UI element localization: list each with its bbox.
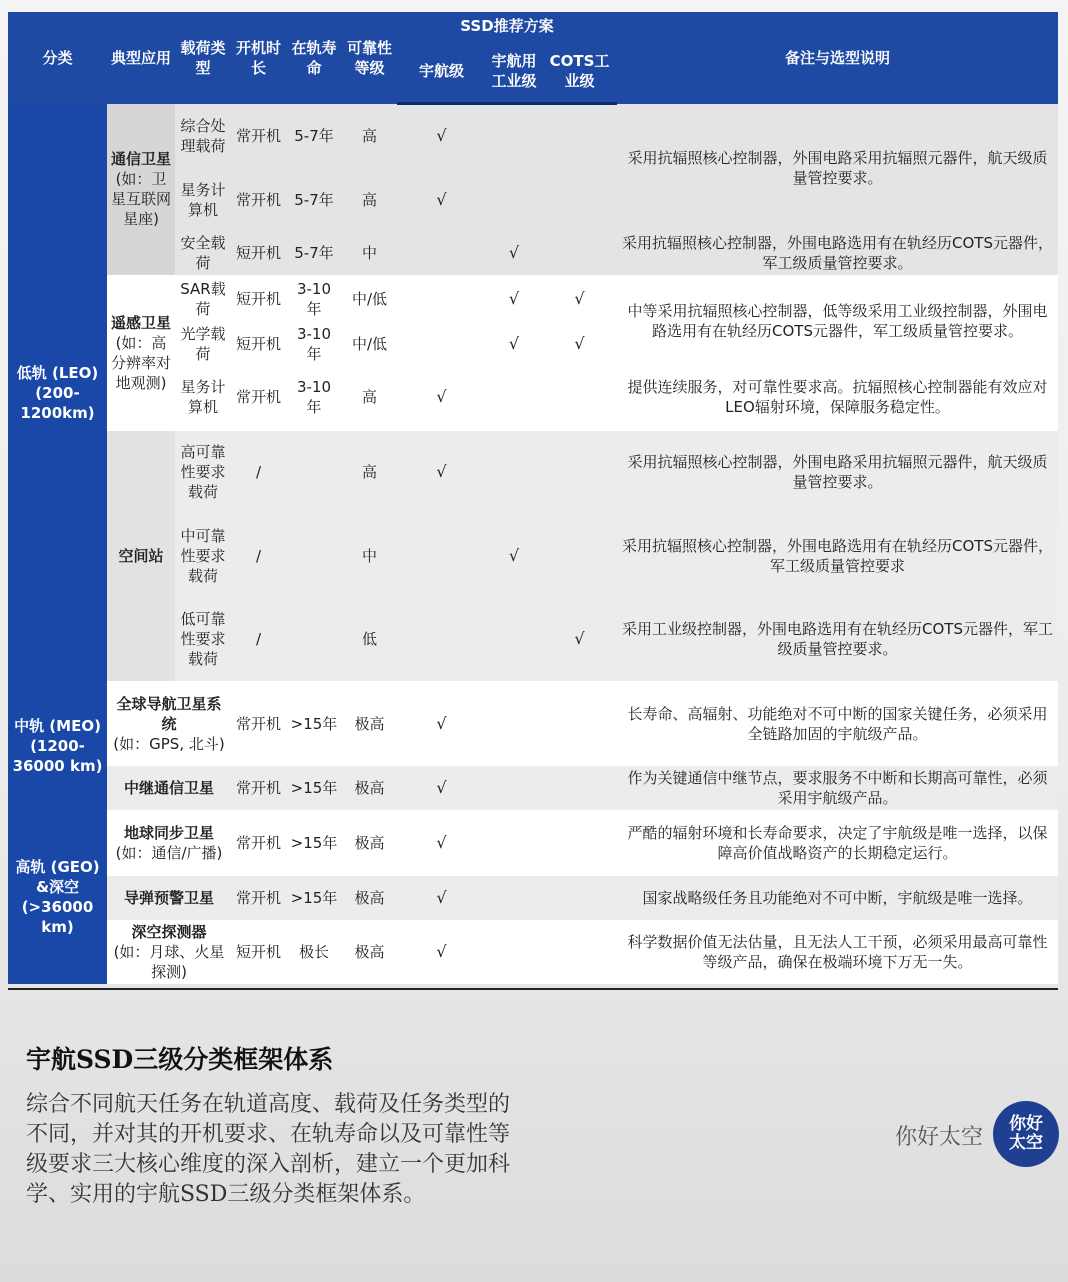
table-bottom-rule [8, 988, 1058, 990]
brand-logo [993, 1101, 1059, 1167]
power-cell: / [231, 598, 286, 682]
reliability-cell: 中 [342, 232, 397, 276]
app-early-warning-satellite [107, 876, 231, 920]
header-ssd-group: SSD推荐方案 [397, 12, 617, 40]
note-cell: 采用抗辐照核心控制器，外围电路采用抗辐照元器件，航天级质量管控要求。 [617, 104, 1058, 232]
life-cell: 3-10年 [286, 366, 342, 430]
space-grade-check: √ [397, 104, 486, 168]
life-cell [286, 598, 342, 682]
power-cell: 短开机 [231, 920, 286, 984]
space-grade-check: √ [397, 366, 486, 430]
category-meo: 中轨 (MEO) (1200-36000 km) [8, 682, 107, 810]
app-name: 地球同步卫星 [123, 823, 214, 842]
industrial-cell [486, 766, 542, 810]
cots-cell [542, 514, 617, 598]
app-name: 遥感卫星 [111, 313, 172, 332]
power-cell: 常开机 [231, 876, 286, 920]
industrial-check: √ [486, 276, 542, 322]
cots-check: √ [542, 598, 617, 682]
industrial-check: √ [486, 232, 542, 276]
note-cell: 中等采用抗辐照核心控制器，低等级采用工业级控制器，外围电路选用有在轨经历COTS元器件，军工级质量管控要求。 [617, 276, 1058, 366]
app-example: (如：通信/广播) [115, 843, 223, 862]
reliability-cell: 极高 [342, 682, 397, 766]
reliability-cell: 极高 [342, 810, 397, 876]
table-row [8, 766, 1058, 810]
space-grade-cell [397, 276, 486, 322]
power-cell: / [231, 514, 286, 598]
power-cell: 常开机 [231, 104, 286, 168]
header-power: 开机时长 [231, 12, 286, 104]
life-cell [286, 430, 342, 514]
life-cell [286, 514, 342, 598]
life-cell: 5-7年 [286, 232, 342, 276]
life-cell: 极长 [286, 920, 342, 984]
app-name: 全球导航卫星系统 [116, 695, 222, 733]
table-row [8, 430, 1058, 514]
table-row [8, 810, 1058, 876]
space-grade-check: √ [397, 766, 486, 810]
brand-logo-line1: 你好 [1009, 1114, 1043, 1134]
note-cell: 科学数据价值无法估量，且无法人工干预，必须采用最高可靠性等级产品，确保在极端环境下万无一失。 [617, 920, 1058, 984]
header-cots: COTS工业级 [542, 40, 617, 104]
cots-cell [542, 876, 617, 920]
payload-cell: 星务计算机 [175, 168, 231, 232]
table-row [8, 920, 1058, 984]
note-cell: 采用工业级控制器，外围电路选用有在轨经历COTS元器件，军工级质量管控要求。 [617, 598, 1058, 682]
section-title: 宇航SSD三级分类框架体系 [26, 1045, 334, 1074]
app-geo-satellite [107, 810, 231, 876]
reliability-cell: 极高 [342, 920, 397, 984]
app-example: (如：卫星互联网星座) [111, 170, 172, 228]
note-cell: 长寿命、高辐射、功能绝对不可中断的国家关键任务，必须采用全链路加固的宇航级产品。 [617, 682, 1058, 766]
brand-name: 你好太空 [895, 1125, 984, 1150]
note-cell: 严酷的辐射环境和长寿命要求，决定了宇航级是唯一选择，以保障高价值战略资产的长期稳定运行。 [617, 810, 1058, 876]
payload-cell: 高可靠性要求载荷 [175, 430, 231, 514]
cots-cell [542, 766, 617, 810]
brand-logo-line2: 太空 [1009, 1133, 1043, 1153]
industrial-check: √ [486, 514, 542, 598]
app-remote-sensing-satellite [107, 276, 175, 430]
app-relay-satellite [107, 766, 231, 810]
life-cell: >15年 [286, 876, 342, 920]
reliability-cell: 高 [342, 168, 397, 232]
industrial-check: √ [486, 322, 542, 366]
cots-cell [542, 232, 617, 276]
header-industrial: 宇航用工业级 [486, 40, 542, 104]
app-example: (如：GPS, 北斗) [113, 735, 225, 753]
table-row [8, 876, 1058, 920]
payload-cell: 安全载荷 [175, 232, 231, 276]
cots-cell [542, 366, 617, 430]
power-cell: 常开机 [231, 766, 286, 810]
app-example: (如：高分辨率对地观测) [111, 333, 172, 392]
life-cell: 5-7年 [286, 104, 342, 168]
industrial-cell [486, 682, 542, 766]
table-row [8, 104, 1058, 168]
industrial-cell [486, 430, 542, 514]
payload-cell: 星务计算机 [175, 366, 231, 430]
space-grade-check: √ [397, 682, 486, 766]
note-cell: 采用抗辐照核心控制器，外围电路选用有在轨经历COTS元器件，军工级质量管控要求。 [617, 232, 1058, 276]
cots-cell [542, 920, 617, 984]
space-grade-check: √ [397, 920, 486, 984]
space-grade-cell [397, 598, 486, 682]
power-cell: 常开机 [231, 810, 286, 876]
classification-table-wrapper [8, 12, 1058, 988]
reliability-cell: 高 [342, 366, 397, 430]
reliability-cell: 中/低 [342, 276, 397, 322]
industrial-cell [486, 366, 542, 430]
reliability-cell: 中/低 [342, 322, 397, 366]
app-space-station [107, 430, 175, 682]
power-cell: 常开机 [231, 168, 286, 232]
header-life: 在轨寿命 [286, 12, 342, 104]
life-cell: >15年 [286, 766, 342, 810]
note-cell: 采用抗辐照核心控制器，外围电路采用抗辐照元器件，航天级质量管控要求。 [617, 430, 1058, 514]
table-row [8, 276, 1058, 322]
industrial-cell [486, 876, 542, 920]
note-cell: 作为关键通信中继节点，要求服务不中断和长期高可靠性，必须采用宇航级产品。 [617, 766, 1058, 810]
cots-check: √ [542, 276, 617, 322]
note-cell: 国家战略级任务且功能绝对不可中断，宇航级是唯一选择。 [617, 876, 1058, 920]
space-grade-check: √ [397, 876, 486, 920]
industrial-cell [486, 598, 542, 682]
payload-cell: 光学载荷 [175, 322, 231, 366]
cots-cell [542, 682, 617, 766]
header-payload: 载荷类型 [175, 12, 231, 104]
power-cell: 短开机 [231, 322, 286, 366]
industrial-cell [486, 810, 542, 876]
payload-cell: SAR载荷 [175, 276, 231, 322]
note-cell: 采用抗辐照核心控制器，外围电路选用有在轨经历COTS元器件，军工级质量管控要求 [617, 514, 1058, 598]
power-cell: 常开机 [231, 682, 286, 766]
payload-cell: 中可靠性要求载荷 [175, 514, 231, 598]
cots-cell [542, 104, 617, 168]
app-name: 空间站 [118, 546, 164, 565]
app-name: 深空探测器 [131, 922, 207, 941]
header-notes: 备注与选型说明 [617, 12, 1058, 104]
section-body: 综合不同航天任务在轨道高度、载荷及任务类型的不同，并对其的开机要求、在轨寿命以及可靠性等级要求三大核心维度的深入剖析，建立一个更加科学、实用的宇航SSD三级分类框架体系。 [26, 1092, 511, 1207]
payload-cell: 低可靠性要求载荷 [175, 598, 231, 682]
power-cell: 短开机 [231, 232, 286, 276]
reliability-cell: 高 [342, 104, 397, 168]
power-cell: 常开机 [231, 366, 286, 430]
industrial-cell [486, 168, 542, 232]
industrial-cell [486, 920, 542, 984]
cots-check: √ [542, 322, 617, 366]
life-cell: 3-10年 [286, 276, 342, 322]
life-cell: >15年 [286, 810, 342, 876]
app-deep-space-probe [107, 920, 231, 984]
power-cell: / [231, 430, 286, 514]
ssd-classification-table [8, 12, 1058, 984]
space-grade-cell [397, 514, 486, 598]
header-reliability: 可靠性等级 [342, 12, 397, 104]
app-communication-satellite [107, 104, 175, 276]
space-grade-check: √ [397, 168, 486, 232]
space-grade-cell [397, 322, 486, 366]
app-example: (如：月球、火星探测) [113, 942, 225, 981]
app-gnss [107, 682, 231, 766]
header-space-grade: 宇航级 [397, 40, 486, 104]
life-cell: 5-7年 [286, 168, 342, 232]
space-grade-cell [397, 232, 486, 276]
power-cell: 短开机 [231, 276, 286, 322]
life-cell: 3-10年 [286, 322, 342, 366]
app-name: 中继通信卫星 [123, 778, 214, 797]
industrial-cell [486, 104, 542, 168]
space-grade-check: √ [397, 430, 486, 514]
cots-cell [542, 810, 617, 876]
reliability-cell: 中 [342, 514, 397, 598]
category-geo-deep-space: 高轨 (GEO) &深空 (>36000 km) [8, 810, 107, 984]
table-row [8, 682, 1058, 766]
note-cell: 提供连续服务，对可靠性要求高。抗辐照核心控制器能有效应对LEO辐射环境，保障服务稳定性。 [617, 366, 1058, 430]
reliability-cell: 极高 [342, 876, 397, 920]
header-category: 分类 [8, 12, 107, 104]
cots-cell [542, 430, 617, 514]
reliability-cell: 高 [342, 430, 397, 514]
app-name: 通信卫星 [111, 150, 172, 168]
header-application: 典型应用 [107, 12, 175, 104]
life-cell: >15年 [286, 682, 342, 766]
reliability-cell: 极高 [342, 766, 397, 810]
payload-cell: 综合处理载荷 [175, 104, 231, 168]
reliability-cell: 低 [342, 598, 397, 682]
app-name: 导弹预警卫星 [123, 888, 214, 907]
category-leo: 低轨 (LEO) (200-1200km) [8, 104, 107, 682]
space-grade-check: √ [397, 810, 486, 876]
cots-cell [542, 168, 617, 232]
